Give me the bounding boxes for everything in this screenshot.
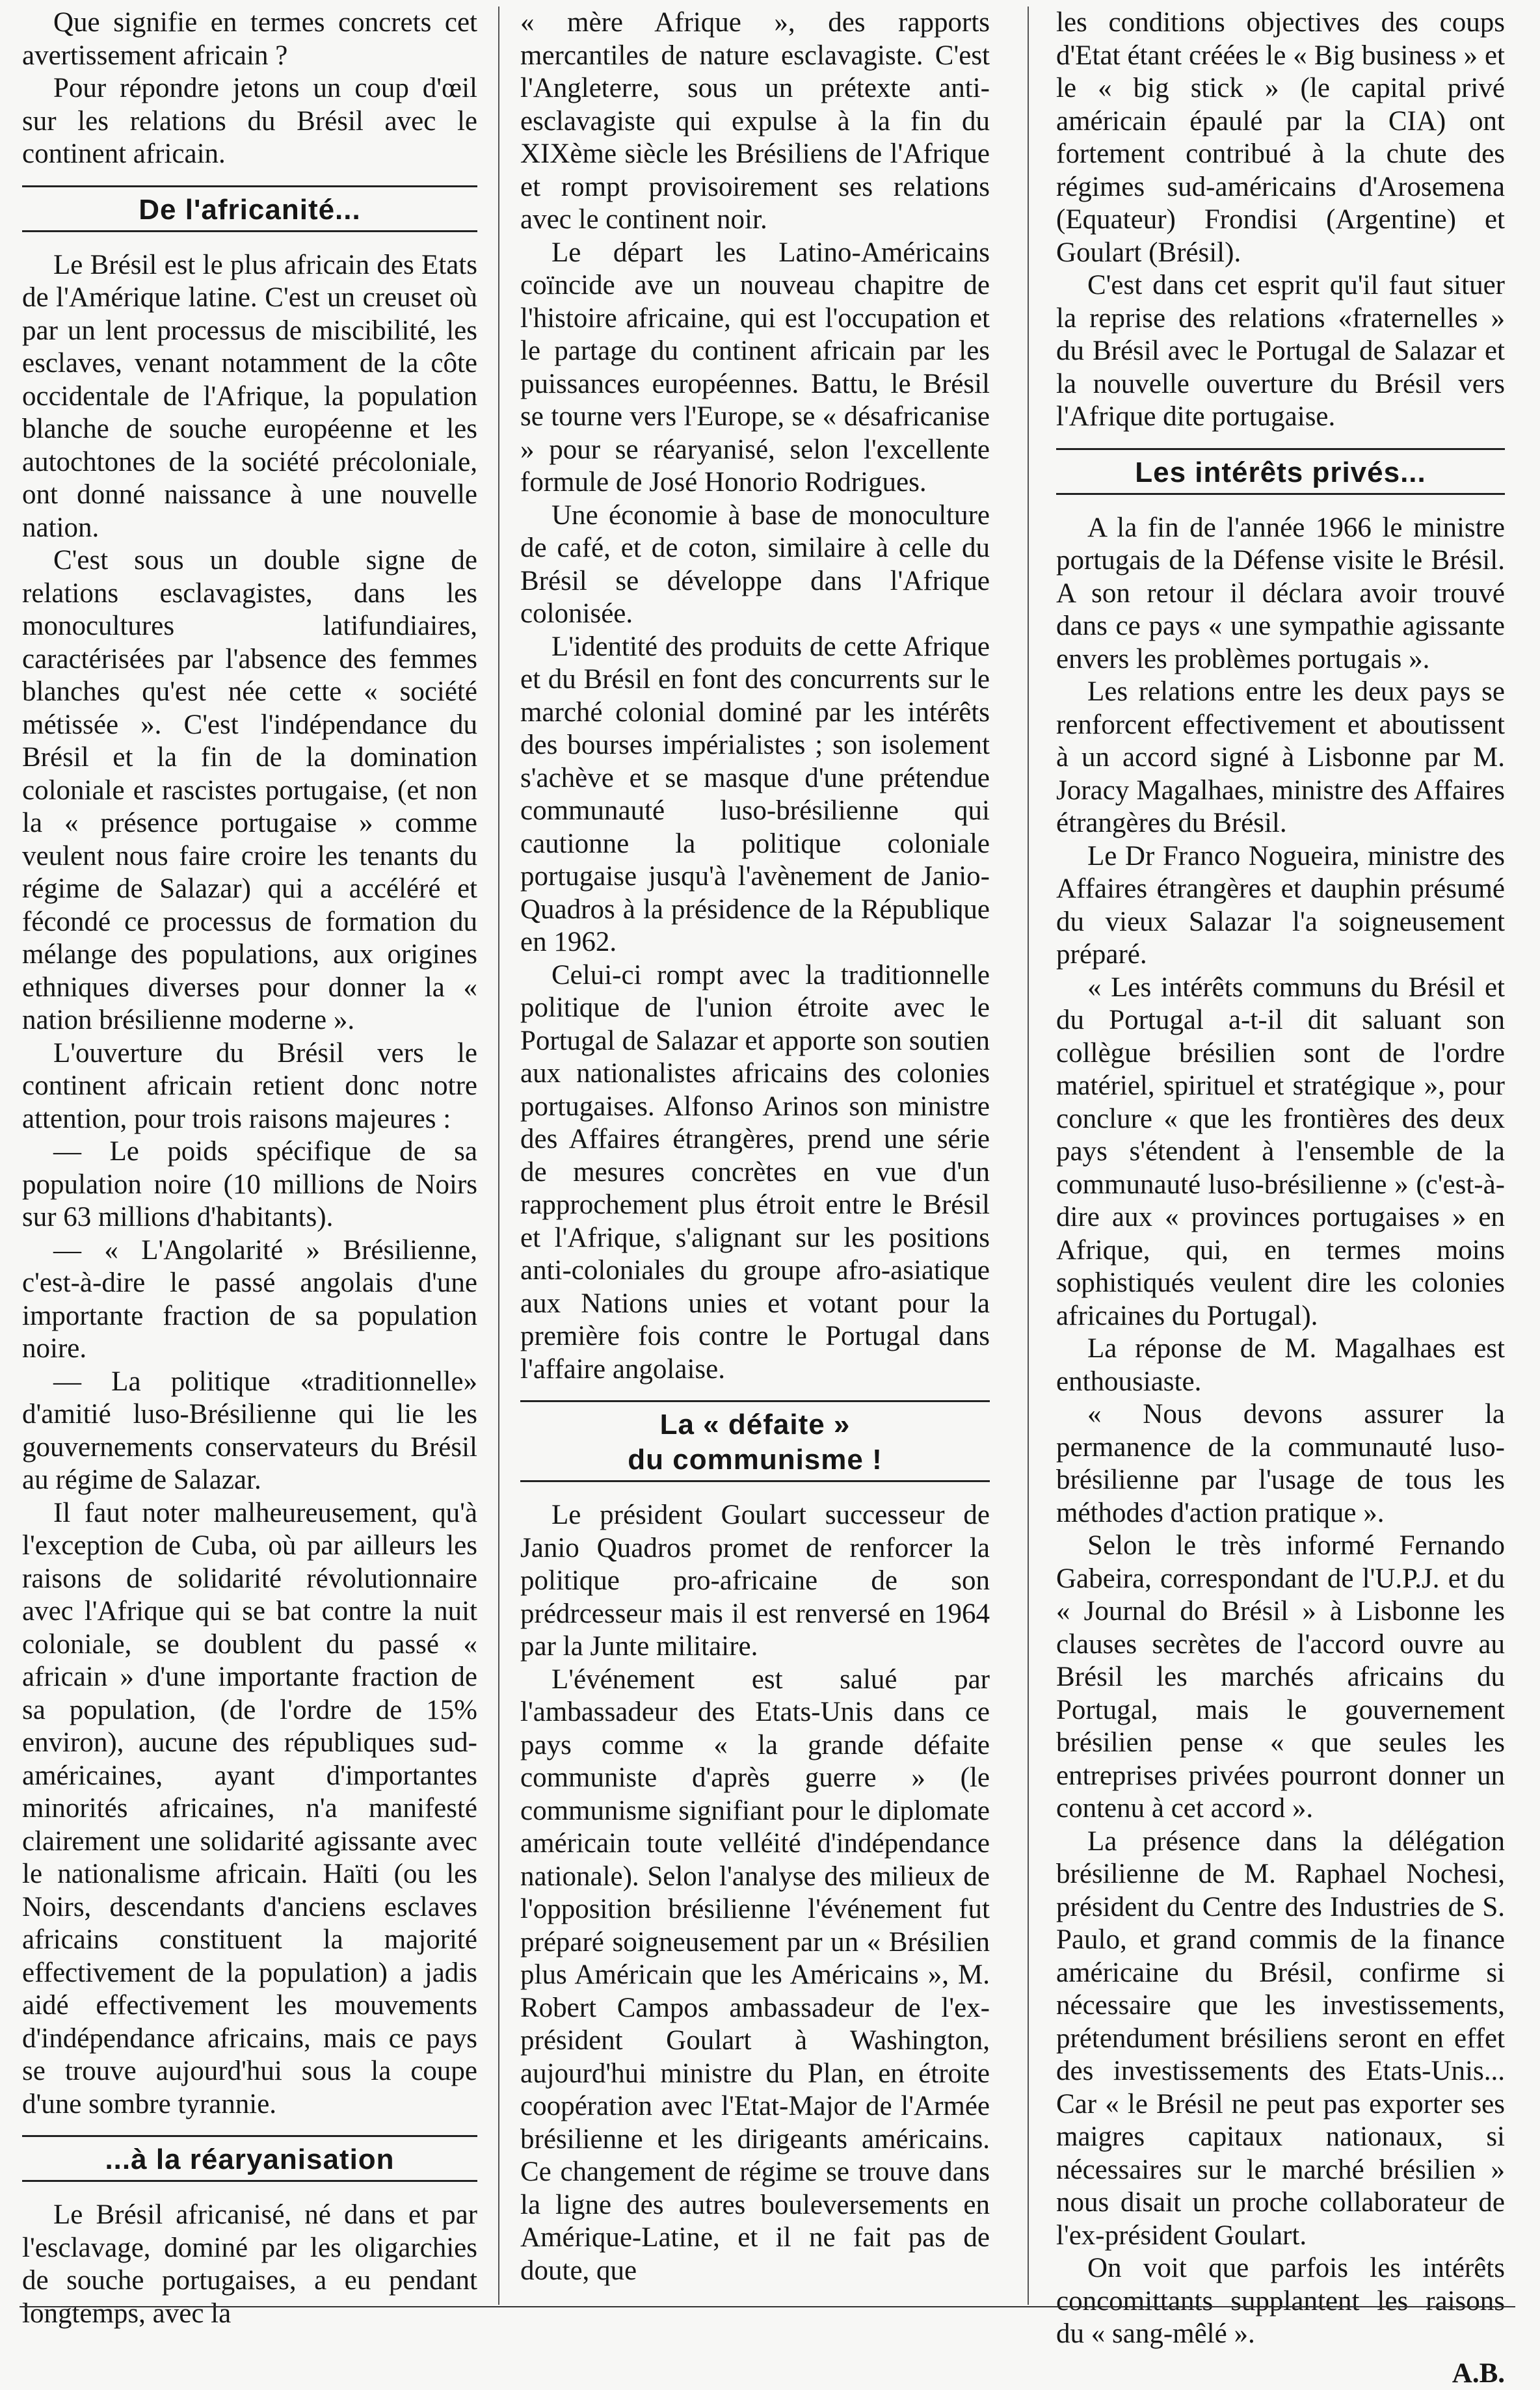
- article-paragraph: Il faut noter malheureusement, qu'à l'exception de Cuba, où par ailleurs les raisons de solidarité révolutionnaire avec l'Afrique qui se bat contre la nuit coloniale, se doublent du passé « africain » d'une importante fraction de sa population, (de l'ordre de 15% environ), aucune des républiques sud-américaines, ayant d'importantes minorités africaines, n'a manifesté clairement une solidarité agissante avec le nationalisme africain. Haïti (ou les Noirs, descendants d'anciens esclaves africains constituent la majorité effectivement de la population) a jadis aidé effectivement les mouvements d'indépendance africains, mais ce pays se trouve aujourd'hui sous la coupe d'une sombre tyrannie.: [22, 1497, 477, 2121]
- article-paragraph: — Le poids spécifique de sa population noire (10 millions de Noirs sur 63 millions d'habitants).: [22, 1135, 477, 1234]
- section-heading-line: ...à la réaryanisation: [22, 2142, 477, 2177]
- section-heading: [520, 1400, 990, 1482]
- section-heading: [22, 2135, 477, 2182]
- article-paragraph: Le départ les Latino-Américains coïncide ave un nouveau chapitre de l'histoire africaine, qui est l'occupation et le partage du continent africain par les puissances européennes. Battu, le Brésil se tourne vers l'Europe, se « désafricanise » pour se réaryanisé, selon l'excellente formule de José Honorio Rodrigues.: [520, 237, 990, 499]
- article-paragraph: A la fin de l'année 1966 le ministre portugais de la Défense visite le Brésil. A son retour il déclara avoir trouvé dans ce pays « une sympathie agissante envers les problèmes portugais ».: [1056, 512, 1505, 676]
- section-heading-line: La « défaite »: [520, 1407, 990, 1442]
- article-paragraph: C'est sous un double signe de relations esclavagistes, dans les monocultures latifundiaires, caractérisées par l'absence des femmes blanches qu'est née cette « société métissée ». C'est l'indépendance du Brésil et la fin de la domination coloniale et rascistes portugaise, (et non la « présence portugaise » comme veulent nous faire croire les tenants du régime de Salazar) qui a accéléré et fécondé ce processus de formation du mélange des populations, aux origines ethniques diverses pour donner la « nation brésilienne moderne ».: [22, 544, 477, 1037]
- article-paragraph: La réponse de M. Magalhaes est enthousiaste.: [1056, 1333, 1505, 1398]
- article-paragraph: les conditions objectives des coups d'Etat étant créées le « Big business » et le « big stick » (le capital privé américain épaulé par la CIA) ont fortement contribué à la chute des régimes sud-américains d'Arosemena (Equateur) Frondisi (Argentine) et Goulart (Brésil).: [1056, 7, 1505, 269]
- article-paragraph: L'identité des produits de cette Afrique et du Brésil en font des concurrents sur le marché colonial dominé par les intérêts des bourses impérialistes ; son isolement s'achève et se masque d'une prétendue communauté luso-brésilienne qui cautionne la politique coloniale portugaise jusqu'à l'avènement de Janio- Quadros à la présidence de la République en 1962.: [520, 631, 990, 959]
- article-paragraph: Le Brésil africanisé, né dans et par l'esclavage, dominé par les oligarchies de souche portugaises, a eu pendant longtemps, avec la: [22, 2199, 477, 2330]
- article-column-3: [1056, 7, 1505, 2390]
- article-column-2: [520, 7, 990, 2287]
- article-paragraph: — La politique «traditionnelle» d'amitié luso-Brésilienne qui lie les gouvernements conservateurs du Brésil au régime de Salazar.: [22, 1366, 477, 1497]
- section-heading-line: du communisme !: [520, 1442, 990, 1478]
- section-heading: [22, 185, 477, 232]
- author-signature: A.B.: [1056, 2357, 1505, 2390]
- article-paragraph: Le président Goulart successeur de Janio Quadros promet de renforcer la politique pro-africaine de son prédrcesseur mais il est renversé en 1964 par la Junte militaire.: [520, 1499, 990, 1664]
- article-paragraph: Celui-ci rompt avec la traditionnelle politique de l'union étroite avec le Portugal de Salazar et apporte son soutien aux nationalistes africains des colonies portugaises. Alfonso Arinos son ministre des Affaires étrangères, prend une série de mesures concrètes en vue d'un rapprochement plus étroit entre le Brésil et l'Afrique, s'alignant sur les positions anti-coloniales du groupe afro-asiatique aux Nations unies et votant pour la première fois contre le Portugal dans l'affaire angolaise.: [520, 959, 990, 1387]
- article-paragraph: Selon le très informé Fernando Gabeira, correspondant de l'U.P.J. et du « Journal do Brésil » à Lisbonne les clauses secrètes de l'accord ouvre au Brésil les marchés africains du Portugal, mais le gouvernement brésilien pense « que seules les entreprises privées pourront donner un contenu à cet accord ».: [1056, 1530, 1505, 1826]
- column-divider: [1028, 7, 1029, 2305]
- article-paragraph: C'est dans cet esprit qu'il faut situer la reprise des relations «fraternelles » du Brésil avec le Portugal de Salazar et la nouvelle ouverture du Brésil vers l'Afrique dite portugaise.: [1056, 269, 1505, 434]
- article-paragraph: Le Dr Franco Nogueira, ministre des Affaires étrangères et dauphin présumé du vieux Salazar l'a soigneusement préparé.: [1056, 840, 1505, 972]
- article-paragraph: Les relations entre les deux pays se renforcent effectivement et aboutissent à un accord signé à Lisbonne par M. Joracy Magalhaes, ministre des Affaires étrangères du Brésil.: [1056, 676, 1505, 840]
- article-paragraph: On voit que parfois les intérêts concomittants supplantent les raisons du « sang-mêlé ».: [1056, 2252, 1505, 2351]
- article-paragraph: L'ouverture du Brésil vers le continent africain retient donc notre attention, pour trois raisons majeures :: [22, 1037, 477, 1136]
- section-heading-line: Les intérêts privés...: [1056, 455, 1505, 490]
- section-heading-line: De l'africanité...: [22, 193, 477, 228]
- article-paragraph: — « L'Angolarité » Brésilienne, c'est-à-dire le passé angolais d'une importante fraction de sa population noire.: [22, 1234, 477, 1366]
- article-paragraph: L'événement est salué par l'ambassadeur des Etats-Unis dans ce pays comme « la grande défaite communiste d'après guerre » (le communisme signifiant pour le diplomate américain toute velléité d'indépendance nationale). Selon l'analyse des milieux de l'opposition brésilienne l'événement fut préparé soigneusement par un « Brésilien plus Américain que les Américains », M. Robert Campos ambassadeur de l'ex-président Goulart à Washington, aujourd'hui ministre du Plan, en étroite coopération avec l'Etat-Major de l'Armée brésilienne et les dirigeants américains. Ce changement de régime se trouve dans la ligne des autres bouleversements en Amérique-Latine, et il ne fait pas de doute, que: [520, 1664, 990, 2288]
- article-paragraph: « Les intérêts communs du Brésil et du Portugal a-t-il dit saluant son collègue brésilien sont de l'ordre matériel, spirituel et stratégique », pour conclure « que les frontières des deux pays s'étendent à l'ensemble de la communauté luso-brésilienne » (c'est-à-dire aux « provinces portugaises » en Afrique, qui, en termes moins sophistiqués veulent dire les colonies africaines du Portugal).: [1056, 972, 1505, 1333]
- article-paragraph: Que signifie en termes concrets cet avertissement africain ?: [22, 7, 477, 72]
- article-paragraph: « mère Afrique », des rapports mercantiles de nature esclavagiste. C'est l'Angleterre, sous un prétexte anti-esclavagiste qui expulse à la fin du XIXème siècle les Brésiliens de l'Afrique et rompt provisoirement ses relations avec le continent noir.: [520, 7, 990, 237]
- article-paragraph: « Nous devons assurer la permanence de la communauté luso-brésilienne par l'usage de tous les méthodes d'action pratique ».: [1056, 1398, 1505, 1530]
- article-paragraph: La présence dans la délégation brésilienne de M. Raphael Nochesi, président du Centre des Industries de S. Paulo, et grand commis de la finance américaine du Brésil, confirme si nécessaire que les investissements, prétendument brésiliens seront en effet des investissements des Etats-Unis... Car « le Brésil ne peut pas exporter ses maigres capitaux nationaux, si nécessaires sur le marché brésilien » nous disait un proche collaborateur de l'ex-président Goulart.: [1056, 1826, 1505, 2253]
- article-paragraph: Pour répondre jetons un coup d'œil sur les relations du Brésil avec le continent africain.: [22, 72, 477, 171]
- article-paragraph: Le Brésil est le plus africain des Etats de l'Amérique latine. C'est un creuset où par un lent processus de miscibilité, les esclaves, venant notamment de la côte occidentale de l'Afrique, la population blanche de souche européenne et les autochtones de la société précoloniale, ont donné naissance à une nouvelle nation.: [22, 249, 477, 545]
- article-column-1: [22, 7, 477, 2330]
- section-heading: [1056, 448, 1505, 495]
- bottom-rule: [20, 2306, 1515, 2307]
- column-divider: [498, 7, 499, 2305]
- article-paragraph: Une économie à base de monoculture de café, et de coton, similaire à celle du Brésil se développe dans l'Afrique colonisée.: [520, 499, 990, 631]
